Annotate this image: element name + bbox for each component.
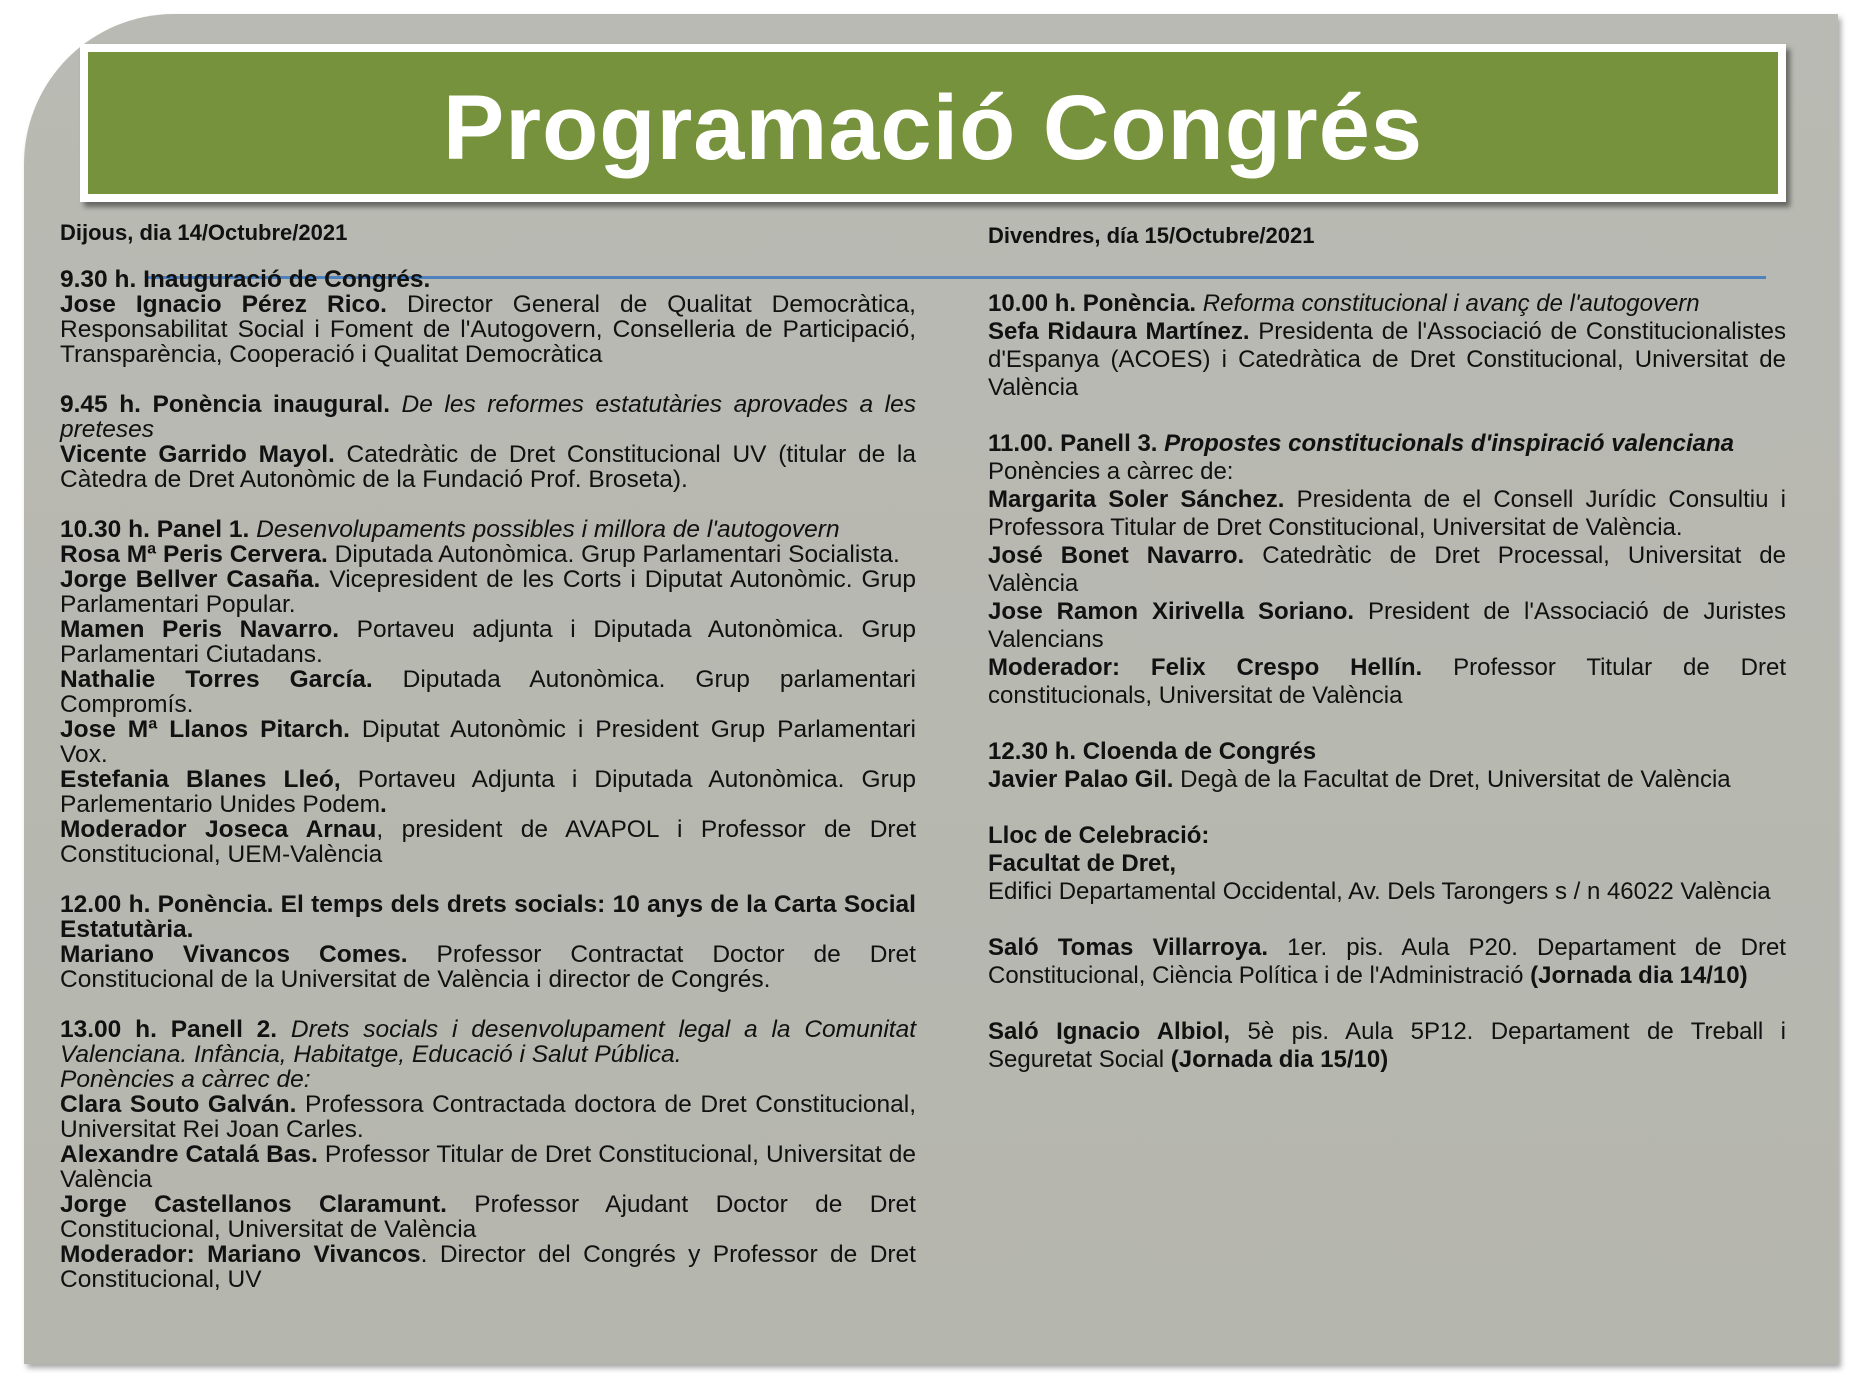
session-title: 12.30 h. Cloenda de Congrés [988, 738, 1317, 765]
day2-session-closing [988, 738, 1786, 794]
room-name: Saló Ignacio Albiol, [988, 1018, 1231, 1045]
day1-session-social-rights [60, 892, 916, 992]
speaker-role: Diputada Autonòmica. Grup Parlamentari Socialista. [327, 541, 900, 568]
session-title: 9.30 h. Inauguració de Congrés. [60, 266, 431, 293]
speaker-name: Margarita Soler Sánchez. [988, 486, 1285, 513]
speaker-role: Professor Contractat Doctor de Dret Constitucional de la Universitat de València i director de Congrés. [60, 941, 916, 993]
speaker-name: Jose Ignacio Pérez Rico. [60, 291, 387, 318]
venue-label: Lloc de Celebració: [988, 822, 1210, 849]
speaker-role: Degà de la Facultat de Dret, Universitat de València [1173, 766, 1731, 793]
speaker-name: José Bonet Navarro. [988, 542, 1245, 569]
speaker-name: Jorge Bellver Casaña. [60, 566, 321, 593]
speaker-role: Professor Titular de Dret Constitucional, Universitat de València [60, 1141, 916, 1193]
speaker-role: Catedràtic de Dret Processal, Universitat de València [988, 542, 1787, 597]
venue-name: Facultat de Dret, [988, 850, 1177, 877]
speaker-name: Nathalie Torres García. [60, 666, 373, 693]
room-day2 [988, 1018, 1786, 1074]
speaker-role: Director General de Qualitat Democràtica, Responsabilitat Social i Foment de l'Autogovern, Conselleria de Participació, Transparència, Cooperació i Qualitat Democràtica [60, 291, 916, 368]
speaker-name: Vicente Garrido Mayol. [60, 441, 335, 468]
speaker-role: Professora Contractada doctora de Dret Constitucional, Universitat Rei Joan Carles. [60, 1091, 917, 1143]
day1-column [60, 220, 916, 1317]
speaker-role: Presidenta de l'Associació de Constitucionalistes d'Espanya (ACOES) i Catedràtica de Dret Constitucional, Universitat de València [988, 318, 1786, 401]
speaker-role: Vicepresident de les Corts i Diputat Autonòmic. Grup Parlamentari Popular. [60, 566, 916, 618]
moderator-name: Moderador Joseca Arnau [60, 816, 377, 843]
moderator-role: Professor Titular de Dret constitucionals, Universitat de València [988, 654, 1786, 709]
room-date: (Jornada dia 15/10) [1170, 1046, 1389, 1073]
speaker-role: Portaveu adjunta i Diputada Autonòmica. Grup Parlamentari Ciutadans. [60, 616, 916, 668]
speaker-role: President de l'Associació de Juristes Valencians [988, 598, 1787, 653]
session-title: 12.00 h. Ponència. El temps dels drets socials: 10 anys de la Carta Social Estatutària. [60, 891, 916, 943]
venue-block [988, 822, 1786, 906]
room-name: Saló Tomas Villarroya. [988, 934, 1269, 961]
venue-address: Edifici Departamental Occidental, Av. Dels Tarongers s / n 46022 València [988, 878, 1771, 905]
speaker-name: Rosa Mª Peris Cervera. [60, 541, 328, 568]
speaker-name: Sefa Ridaura Martínez. [988, 318, 1250, 345]
room-day1 [988, 934, 1786, 990]
moderator-role: , president de AVAPOL i Professor de Dret Constitucional, UEM-València [60, 816, 916, 868]
day1-session-panel-2 [60, 1017, 916, 1292]
speakers-intro: Ponències a càrrec de: [60, 1066, 311, 1093]
session-title: 9.45 h. Ponència inaugural. [60, 391, 391, 418]
day2-heading: Divendres, día 15/Octubre/2021 [988, 223, 1315, 248]
session-topic: Desenvolupaments possibles i millora de l'autogovern [249, 516, 840, 543]
moderator-role: . Director del Congrés y Professor de Dret Constitucional, UV [60, 1241, 916, 1293]
speaker-role: Diputada Autonòmica. Grup parlamentari Compromís. [60, 666, 916, 718]
speaker-role: Catedràtic de Dret Constitucional UV (titular de la Càtedra de Dret Autonòmic de la Fundació Prof. Broseta). [60, 441, 916, 493]
day1-session-inauguration [60, 267, 916, 367]
speaker-name: Javier Palao Gil. [988, 766, 1174, 793]
session-title: 10.00 h. Ponència. [988, 290, 1197, 317]
speaker-name: Jose Mª Llanos Pitarch. [60, 716, 350, 743]
session-topic: Propostes constitucionals d'inspiració valenciana [1157, 430, 1734, 457]
speaker-name: Estefania Blanes Lleó, [60, 766, 341, 793]
session-topic: Drets socials i desenvolupament legal a la Comunitat Valenciana. Infància, Habitatge, Educació i Salut Pública. [60, 1016, 917, 1068]
speaker-role: Presidenta de el Consell Jurídic Consultiu i Professora Titular de Dret Constitucional, Universitat de València. [988, 486, 1786, 541]
day1-session-inaugural-talk [60, 392, 916, 492]
speaker-name: Alexandre Catalá Bas. [60, 1141, 318, 1168]
moderator-name: Moderador: Mariano Vivancos [60, 1241, 421, 1268]
day1-heading: Dijous, dia 14/Octubre/2021 [60, 220, 348, 245]
speaker-name: Jorge Castellanos Claramunt. [60, 1191, 447, 1218]
day2-column [988, 222, 1786, 1102]
day1-session-panel-1 [60, 517, 916, 867]
title-banner [80, 44, 1786, 202]
speaker-role: Professor Ajudant Doctor de Dret Constitucional, Universitat de València [60, 1191, 916, 1243]
speaker-name: Mariano Vivancos Comes. [60, 941, 408, 968]
title-banner-fill [88, 52, 1778, 194]
moderator-name: Moderador: Felix Crespo Hellín. [988, 654, 1423, 681]
speaker-name: Clara Souto Galván. [60, 1091, 297, 1118]
speaker-role: Diputat Autonòmic i President Grup Parlamentari Vox. [60, 716, 916, 768]
page-title: Programació Congrés [442, 76, 1424, 179]
day2-session-talk [988, 290, 1786, 402]
session-topic: De les reformes estatutàries aprovades a les preteses [60, 391, 916, 443]
day2-session-panel-3 [988, 430, 1786, 710]
session-topic: Reforma constitucional i avanç de l'autogovern [1196, 290, 1700, 317]
speaker-role-end: . [380, 791, 387, 818]
speaker-name: Jose Ramon Xirivella Soriano. [988, 598, 1355, 625]
speakers-intro: Ponències a càrrec de: [988, 458, 1234, 485]
room-date: (Jornada dia 14/10) [1530, 962, 1748, 989]
session-title: 11.00. Panell 3. [988, 430, 1158, 457]
speaker-name: Mamen Peris Navarro. [60, 616, 339, 643]
room-details: 5è pis. Aula 5P12. Departament de Treball i Seguretat Social [988, 1018, 1786, 1073]
session-title: 10.30 h. Panel 1. [60, 516, 250, 543]
speaker-role: Portaveu Adjunta i Diputada Autonòmica. Grup Parlementario Unides Podem [60, 766, 916, 818]
room-details: 1er. pis. Aula P20. Departament de Dret Constitucional, Ciència Política i de l'Administració [988, 934, 1786, 989]
session-title: 13.00 h. Panell 2. [60, 1016, 278, 1043]
